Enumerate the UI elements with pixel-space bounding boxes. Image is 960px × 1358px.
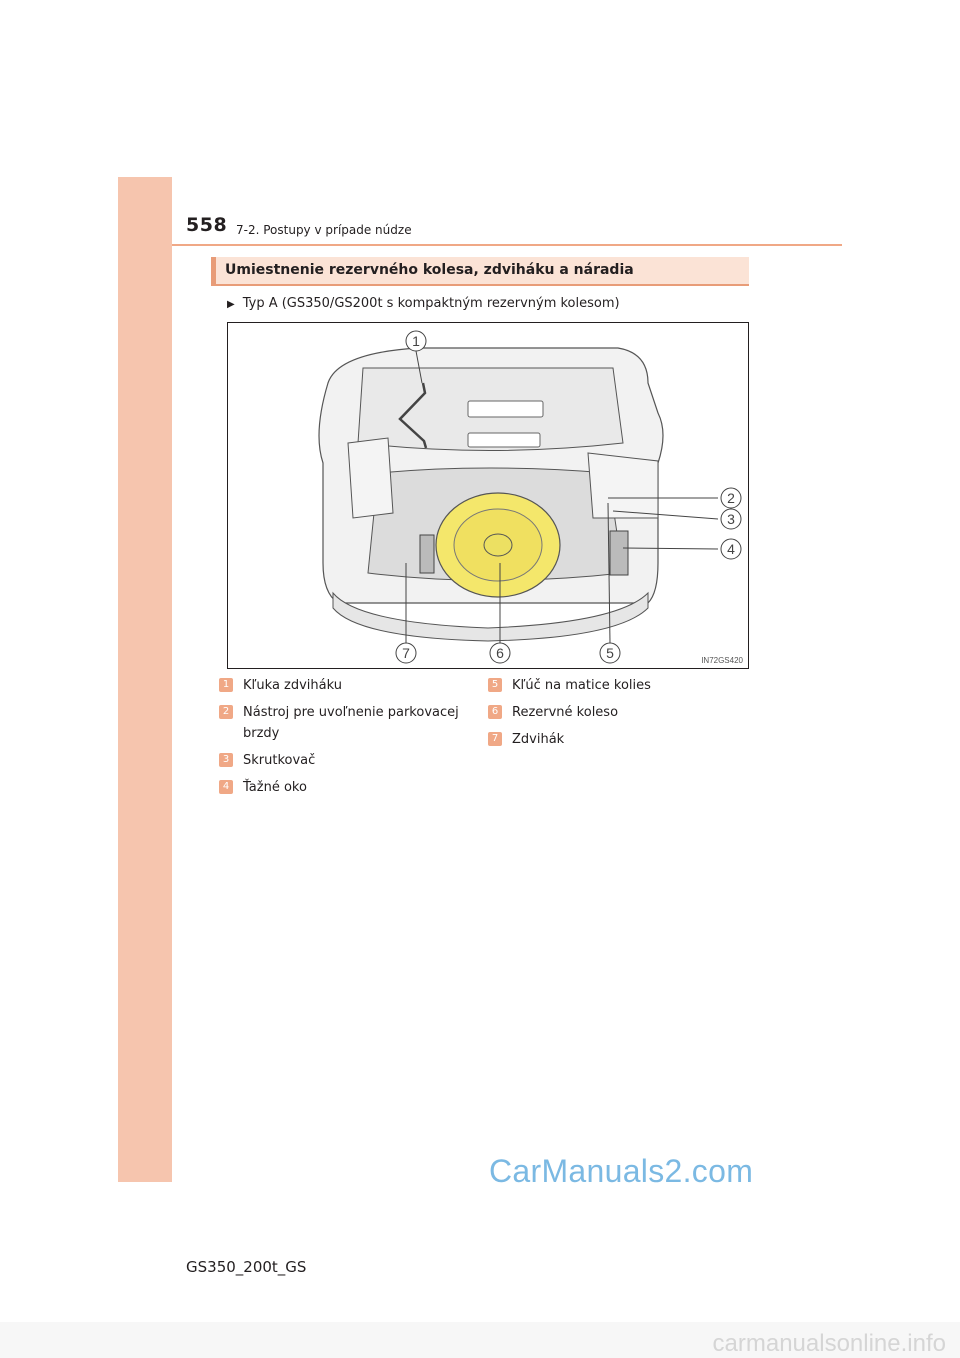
svg-text:3: 3 [727,511,735,527]
legend-text: Zdvihák [512,732,565,747]
watermark-carmanuals2: CarManuals2.com [489,1153,754,1189]
legend-number: 2 [219,705,233,719]
legend-number: 1 [219,678,233,692]
legend-text: Kľúč na matice kolies [512,678,651,693]
callout-layer [228,323,748,668]
legend-number: 4 [219,780,233,794]
legend-number: 6 [488,705,502,719]
header-divider [172,244,842,246]
chapter-side-band [118,177,172,1182]
callout-1 [406,331,426,351]
callout-7 [396,643,416,663]
callout-4 [721,539,741,559]
section-accent-mark [211,257,216,284]
legend-text: Ťažné oko [243,780,307,795]
chapter-title: 7-2. Postupy v prípade núdze [236,223,412,237]
svg-text:4: 4 [727,541,735,557]
legend-number: 7 [488,732,502,746]
svg-text:1: 1 [412,333,420,349]
bullet-triangle-icon: ▶ [227,299,235,310]
legend-text: Rezervné koleso [512,705,619,720]
page-number: 558 [186,214,228,236]
subheading [227,296,620,311]
section-title: Umiestnenie rezervného kolesa, zdviháku a náradia [225,262,634,278]
footer-model-code: GS350_200t_GS [186,1258,307,1276]
legend-text: Skrutkovač [243,753,316,768]
legend-text: Kľuka zdviháku [243,678,342,693]
subheading-text: Typ A (GS350/GS200t s kompaktným rezervným kolesom) [242,296,620,311]
site-watermark: carmanualsonline.info [712,1330,946,1357]
legend-text-line-2: brzdy [243,726,280,741]
legend-number: 5 [488,678,502,692]
callout-2 [721,488,741,508]
callout-5 [600,643,620,663]
section-heading-bar [211,257,749,286]
svg-text:7: 7 [402,645,410,661]
callout-6 [490,643,510,663]
svg-text:2: 2 [727,490,735,506]
figure-code: IN72GS420 [701,656,743,665]
legend-number: 3 [219,753,233,767]
svg-text:6: 6 [496,645,504,661]
trunk-illustration [227,322,749,669]
svg-text:5: 5 [606,645,614,661]
legend-text-line-1: Nástroj pre uvoľnenie parkovacej [243,705,459,720]
callout-3 [721,509,741,529]
